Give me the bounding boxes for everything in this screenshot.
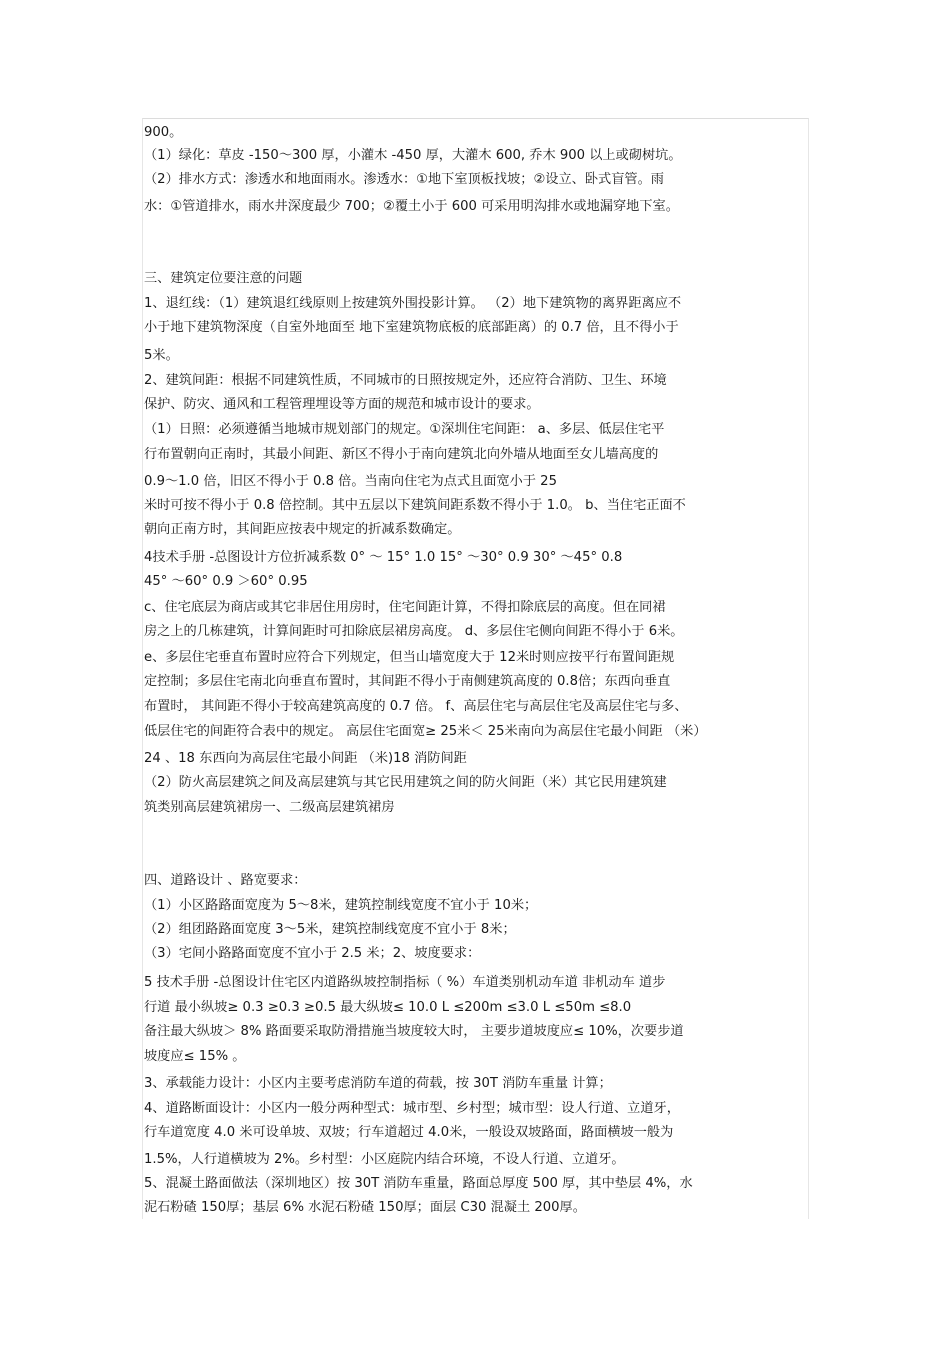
text-line: 泥石粉碴 150厚；基层 6% 水泥石粉碴 150厚；面层 C30 混凝土 200厚。 [144, 1200, 586, 1215]
text-line: 45° ～60° 0.9 ＞60° 0.95 [144, 574, 308, 589]
text-line: 5、混凝土路面做法（深圳地区）按 30T 消防车重量，路面总厚度 500 厚，其中垫层 4%，水 [144, 1176, 693, 1191]
section-heading: 四、道路设计 、路宽要求： [144, 873, 307, 888]
text-line: 1、退红线：（1）建筑退红线原则上按建筑外围投影计算。 （2）地下建筑物的离界距离应不 [144, 296, 682, 311]
text-line: 4技术手册 -总图设计方位折减系数 0° ～ 15° 1.0 15° ～30° 0.9 30° ～45° 0.8 [144, 550, 623, 565]
text-line: 行布置朝向正南时，其最小间距、新区不得小于南向建筑北向外墙从地面至女儿墙高度的 [144, 447, 659, 462]
text-line: （2）防火高层建筑之间及高层建筑与其它民用建筑之间的防火间距（米）其它民用建筑建 [144, 775, 667, 790]
text-line: 筑类别高层建筑裙房一、二级高层建筑裙房 [144, 800, 395, 815]
text-line: 保护、防灾、通风和工程管理埋设等方面的规范和城市设计的要求。 [144, 397, 540, 412]
text-line: 布置时， 其间距不得小于较高建筑高度的 0.7 倍。 f、高层住宅与高层住宅及高层住宅与多、 [144, 699, 688, 714]
text-line: 坡度应≤ 15% 。 [144, 1049, 246, 1064]
text-line: 定控制；多层住宅南北向垂直布置时，其间距不得小于南侧建筑高度的 0.8倍；东西向垂直 [144, 674, 671, 689]
text-line: 米时可按不得小于 0.8 倍控制。其中五层以下建筑间距系数不得小于 1.0。 b、当住宅正面不 [144, 498, 686, 513]
text-line: （2）排水方式：渗透水和地面雨水。渗透水：①地下室顶板找坡；②设立、卧式盲管。雨 [144, 172, 664, 187]
text-line: 3、承载能力设计：小区内主要考虑消防车道的荷载，按 30T 消防车重量 计算； [144, 1076, 612, 1091]
text-line: 备注最大纵坡＞ 8% 路面要采取防滑措施当坡度较大时， 主要步道坡度应≤ 10%，次要步道 [144, 1024, 684, 1039]
text-line: （1）绿化：草皮 -150～300 厚，小灌木 -450 厚，大灌木 600, 乔木 900 以上或砌树坑。 [144, 148, 682, 163]
text-line: （2）组团路路面宽度 3～5米，建筑控制线宽度不宜小于 8米； [144, 922, 516, 937]
text-line: 行道 最小纵坡≥ 0.3 ≥0.3 ≥0.5 最大纵坡≤ 10.0 L ≤200m ≤3.0 L ≤50m ≤8.0 [144, 1000, 632, 1015]
text-line: 小于地下建筑物深度（自室外地面至 地下室建筑物底板的底部距离）的 0.7 倍，且不得小于 [144, 320, 679, 335]
text-line: 900。 [144, 125, 183, 140]
text-line: 5米。 [144, 348, 179, 363]
text-line: （1）小区路路面宽度为 5～8米，建筑控制线宽度不宜小于 10米； [144, 898, 538, 913]
text-line: 水：①管道排水，雨水井深度最少 700；②覆土小于 600 可采用明沟排水或地漏穿地下室。 [144, 199, 679, 214]
text-line: （3）宅间小路路面宽度不宜小于 2.5 米；2、坡度要求： [144, 946, 481, 961]
text-line: 0.9～1.0 倍，旧区不得小于 0.8 倍。当南向住宅为点式且面宽小于 25 [144, 474, 557, 489]
section-heading: 三、建筑定位要注意的问题 [144, 271, 303, 286]
text-line: c、住宅底层为商店或其它非居住用房时，住宅间距计算，不得扣除底层的高度。但在同裙 [144, 600, 666, 615]
text-line: 朝向正南方时，其间距应按表中规定的折减系数确定。 [144, 522, 461, 537]
text-line: 5 技术手册 -总图设计住宅区内道路纵坡控制指标（ %）车道类别机动车道 非机动车 道步 [144, 975, 666, 990]
text-line: 1.5%，人行道横坡为 2%。乡村型：小区庭院内结合环境，不设人行道、立道牙。 [144, 1152, 625, 1167]
text-line: 4、道路断面设计：小区内一般分两种型式：城市型、乡村型；城市型：设人行道、立道牙， [144, 1101, 680, 1116]
text-line: 低层住宅的间距符合表中的规定。 高层住宅面宽≥ 25米＜ 25米南向为高层住宅最小间距 （米） [144, 724, 707, 739]
text-line: 2、建筑间距：根据不同建筑性质，不同城市的日照按规定外，还应符合消防、卫生、环境 [144, 373, 667, 388]
text-line: 房之上的几栋建筑，计算间距时可扣除底层裙房高度。 d、多层住宅侧向间距不得小于 6米。 [144, 624, 684, 639]
text-line: e、多层住宅垂直布置时应符合下列规定，但当山墙宽度大于 12米时则应按平行布置间距规 [144, 650, 675, 665]
text-line: 行车道宽度 4.0 米可设单坡、双坡；行车道超过 4.0米，一般设双坡路面，路面横坡一般为 [144, 1125, 674, 1140]
text-line: 24 、18 东西向为高层住宅最小间距 （米)18 消防间距 [144, 751, 467, 766]
text-line: （1）日照：必须遵循当地城市规划部门的规定。①深圳住宅间距： a、多层、低层住宅平 [144, 422, 665, 437]
